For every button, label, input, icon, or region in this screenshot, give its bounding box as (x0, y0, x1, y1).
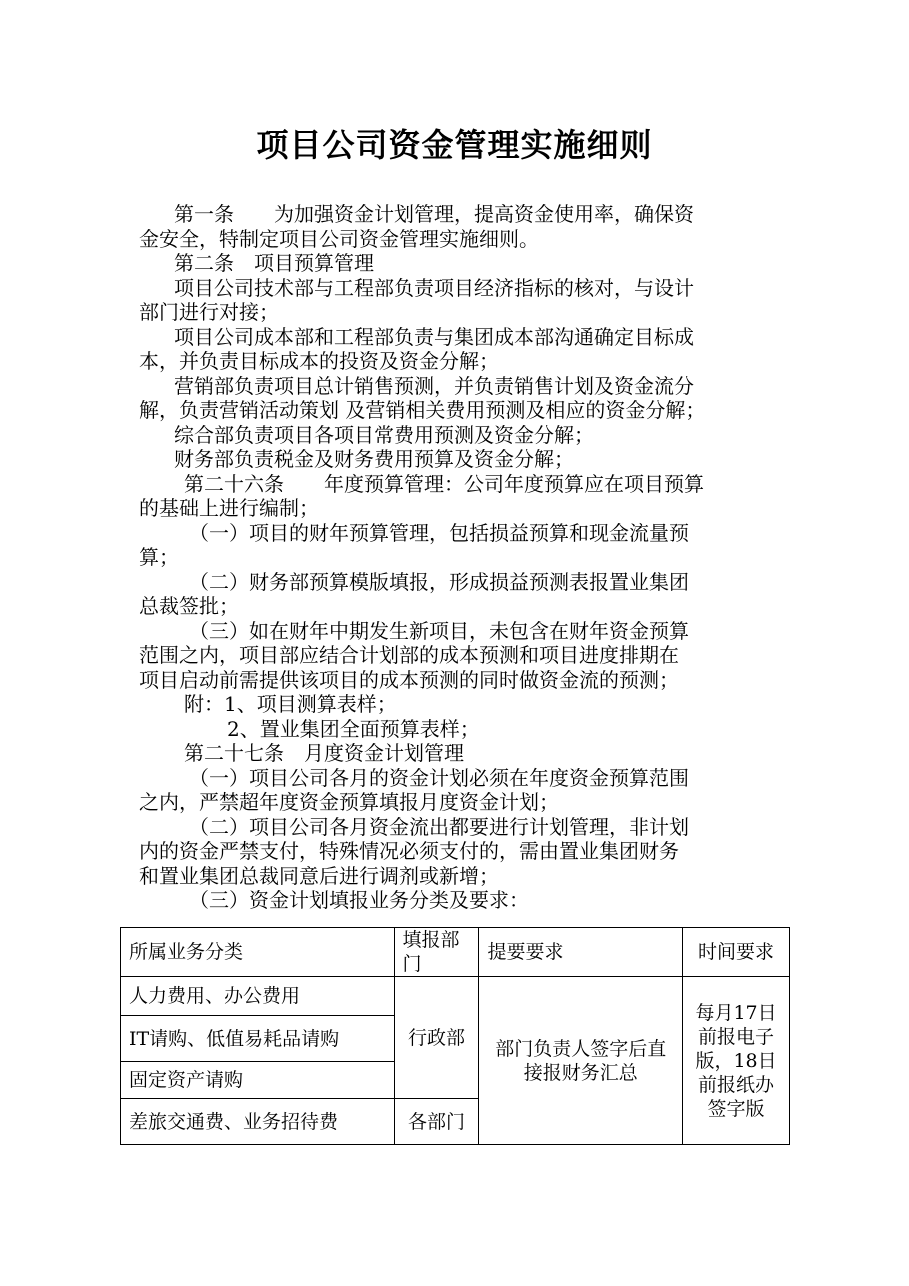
paragraph-line: 2、置业集团全面预算表样； (227, 716, 480, 741)
time-requirement-cell: 每月17日前报电子版，18日前报纸办签字版 (683, 977, 790, 1145)
paragraph-line: 综合部负责项目各项目常费用预测及资金分解； (174, 422, 594, 447)
document-body (139, 202, 779, 913)
paragraph-line: 金安全，特制定项目公司资金管理实施细则。 (139, 226, 539, 251)
dept-admin-cell: 行政部 (394, 977, 479, 1099)
header-dept: 填报部门 (394, 928, 479, 977)
document-title: 项目公司资金管理实施细则 (256, 126, 653, 164)
header-requirement: 提要要求 (479, 928, 683, 977)
paragraph-line: 项目公司成本部和工程部负责与集团成本部沟通确定目标成 (174, 324, 694, 349)
paragraph-line: 之内，严禁超年度资金预算填报月度资金计划； (139, 790, 559, 814)
paragraph-line: 第二十七条 月度资金计划管理 (184, 741, 464, 765)
row-category: 人力费用、办公费用 (121, 977, 395, 1016)
paragraph-line: 本，并负责目标成本的投资及资金分解； (139, 349, 499, 373)
header-category: 所属业务分类 (121, 928, 395, 977)
fund-plan-table (120, 927, 790, 1145)
paragraph-line: 第二条 项目预算管理 (174, 251, 374, 275)
header-time: 时间要求 (683, 928, 790, 977)
paragraph-line: 总裁签批； (139, 594, 239, 618)
row-category: IT请购、低值易耗品请购 (121, 1016, 395, 1062)
paragraph-line: 项目公司技术部与工程部负责项目经济指标的核对，与设计 (174, 275, 694, 300)
table-row (121, 977, 790, 1016)
paragraph-line: 项目启动前需提供该项目的成本预测的同时做资金流的预测； (139, 667, 679, 692)
paragraph-line: 解，负责营销活动策划 及营销相关费用预测及相应的资金分解； (139, 398, 706, 422)
paragraph-line: 内的资金严禁支付，特殊情况必须支付的，需由置业集团财务 (139, 839, 679, 863)
paragraph-line: （二）财务部预算模版填报，形成损益预测表报置业集团 (189, 569, 689, 594)
paragraph-line: （一）项目的财年预算管理，包括损益预算和现金流量预 (189, 520, 689, 545)
table-header-row (121, 928, 790, 977)
paragraph-line: （三）如在财年中期发生新项目，未包含在财年资金预算 (189, 618, 689, 643)
paragraph-line: 部门进行对接； (139, 300, 279, 324)
paragraph-line: 附：1、项目测算表样； (184, 692, 397, 716)
paragraph-line: （三）资金计划填报业务分类及要求： (189, 888, 529, 912)
paragraph-line: 第一条 为加强资金计划管理，提高资金使用率，确保资 (174, 202, 694, 226)
paragraph-line: 和置业集团总裁同意后进行调剂或新增； (139, 863, 499, 888)
paragraph-line: 第二十六条 年度预算管理：公司年度预算应在项目预算 (184, 471, 704, 496)
paragraph-line: 财务部负责税金及财务费用预算及资金分解； (174, 447, 574, 471)
paragraph-line: 算； (139, 545, 179, 569)
paragraph-line: 的基础上进行编制； (139, 496, 319, 520)
requirement-cell: 部门负责人签字后直接报财务汇总 (479, 977, 683, 1145)
dept-all-cell: 各部门 (394, 1099, 479, 1145)
paragraph-line: 范围之内，项目部应结合计划部的成本预测和项目进度排期在 (139, 643, 679, 667)
paragraph-line: （二）项目公司各月资金流出都要进行计划管理，非计划 (189, 814, 689, 839)
row-category: 差旅交通费、业务招待费 (121, 1099, 395, 1145)
paragraph-line: （一）项目公司各月的资金计划必须在年度资金预算范围 (189, 765, 689, 790)
paragraph-line: 营销部负责项目总计销售预测，并负责销售计划及资金流分 (174, 373, 694, 398)
row-category: 固定资产请购 (121, 1062, 395, 1099)
